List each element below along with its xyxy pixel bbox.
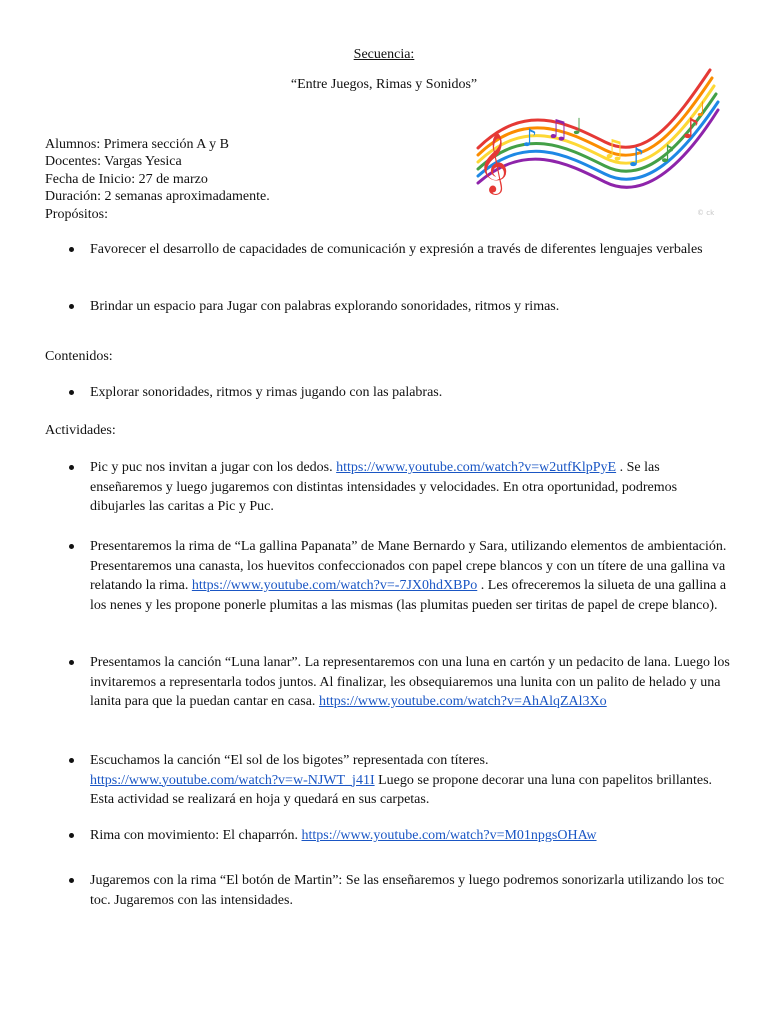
actividad-item-2 [90, 537, 730, 615]
actividad-item-3 [90, 653, 730, 712]
actividad-2-text: Presentaremos la rima de “La gallina Papanata” de Mane Bernardo y Sara, utilizando elementos de ambientación. Presentaremos una canasta, los huevitos confeccionados con papel crepe blancos y con un títere de una gallina va relatando la rima. [90, 539, 727, 593]
actividad-1-link[interactable]: https://www.youtube.com/watch?v=w2utfKlpPyE [336, 460, 617, 475]
actividad-4-text-after: Luego se propone decorar una luna con papelitos brillantes. Esta actividad se realizará en hoja y quedará en sus carpetas. [90, 772, 713, 807]
contenido-item-1: Explorar sonoridades, ritmos y rimas jugando con las palabras. [90, 383, 730, 403]
contenidos-label: Contenidos: [45, 349, 113, 364]
actividad-item-6 [90, 871, 730, 910]
actividad-2-text-after: . Les ofreceremos la silueta de una gallina a los nenes y les propone ponerle plumitas a las mismas (las plumitas pueden ser tiritas de papel de crepe blanco). [90, 578, 727, 613]
document-subtitle: “Entre Juegos, Rimas y Sonidos” [290, 77, 478, 92]
title-text: Secuencia [353, 47, 411, 62]
actividad-item-4 [90, 751, 730, 810]
actividad-4-link[interactable]: https://www.youtube.com/watch?v=w-NJWT_j41I [90, 772, 375, 788]
actividad-3-link[interactable]: https://www.youtube.com/watch?v=AhAlqZAl3Xo [318, 694, 607, 709]
svg-text:♩: ♩ [696, 97, 706, 121]
meta-duracion: Duración: 2 semanas aproximadamente. [45, 189, 270, 205]
svg-text:♪: ♪ [628, 143, 645, 173]
svg-text:♩: ♩ [572, 115, 583, 140]
actividad-1-text-after: . Se las enseñaremos y luego jugaremos con distintas intensidades y velocidades. En otra oportunidad, podremos dibujarles las caritas a Pic y Puc. [90, 460, 678, 514]
document-title [0, 47, 768, 63]
proposito-item-1: Favorecer el desarrollo de capacidades de comunicación y expresión a través de diferentes lenguajes verbales [90, 240, 730, 260]
svg-text:♪: ♪ [682, 112, 700, 145]
actividad-6-text: Jugaremos con la rima “El botón de Martin”: Se las enseñaremos y luego podremos sonorizarla utilizando los toc toc. Jugaremos con las intensidades. [90, 873, 725, 908]
meta-alumnos: Alumnos: Primera sección A y B [45, 137, 229, 152]
proposito-item-2: Brindar un espacio para Jugar con palabras explorando sonoridades, ritmos y rimas. [90, 297, 730, 317]
actividad-5-link[interactable]: https://www.youtube.com/watch?v=M01npgsOHAw [301, 828, 597, 843]
meta-propositos-label: Propósitos: [45, 206, 109, 222]
actividad-4-text: Escuchamos la canción “El sol de los bigotes” representada con títeres. [90, 753, 489, 768]
actividad-item-5 [90, 826, 730, 846]
svg-text:𝄞: 𝄞 [478, 133, 509, 193]
actividad-item-1 [90, 458, 730, 517]
actividades-label: Actividades: [45, 423, 116, 438]
svg-text:♫: ♫ [602, 135, 626, 165]
meta-docentes: Docentes: Vargas Yesica [45, 154, 182, 170]
document-meta [45, 136, 485, 223]
title-colon: : [410, 47, 415, 62]
meta-fecha: Fecha de Inicio: 27 de marzo [45, 171, 208, 187]
actividad-3-text: Presentamos la canción “Luna lanar”. La representaremos con una luna en cartón y un pedacito de lana. Luego los invitaremos a representarla todos juntos. Al finalizar, les obsequiaremos una lunita con un palito de helado y una lanita para que la puedan cantar en casa. [90, 655, 730, 709]
svg-text:♪: ♪ [522, 124, 538, 152]
image-watermark: © ck [697, 209, 715, 217]
actividad-1-text: Pic y puc nos invitan a jugar con los dedos. [90, 460, 337, 475]
actividad-5-text: Rima con movimiento: El chaparrón. [90, 828, 302, 843]
svg-text:♫: ♫ [546, 115, 570, 145]
music-notes-illustration [470, 62, 720, 224]
svg-text:♪: ♪ [660, 140, 676, 168]
actividad-2-link[interactable]: https://www.youtube.com/watch?v=-7JX0hdXBPo [191, 578, 478, 593]
